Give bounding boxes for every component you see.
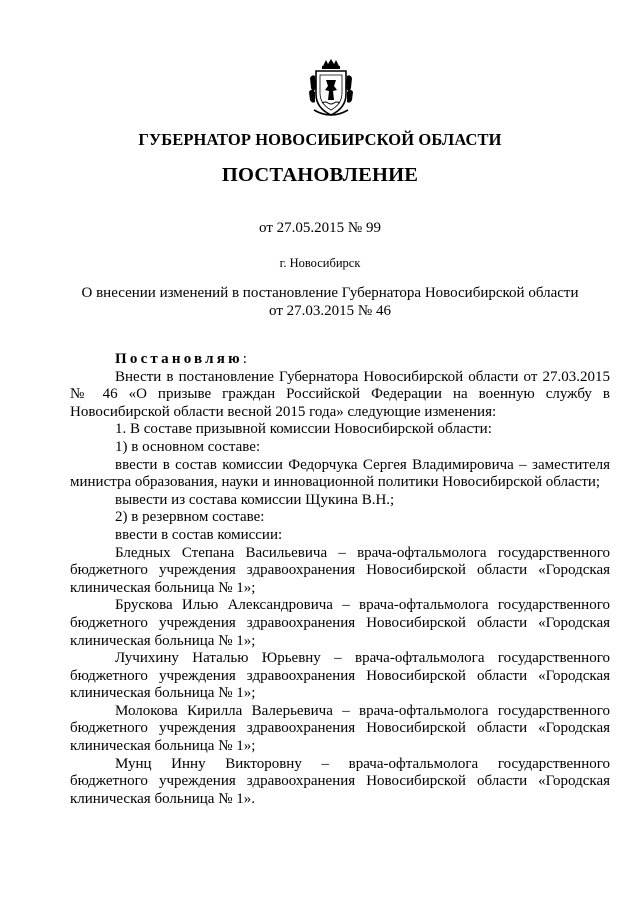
document-subject [70, 285, 590, 320]
coat-of-arms-icon [308, 58, 354, 118]
document-type-title: ПОСТАНОВЛЕНИЕ [221, 164, 419, 186]
body-paragraph: 2) в резервном составе: [115, 509, 265, 526]
body-paragraph: Бледных Степана Васильевича – врача-офтальмолога государственного бюджетного учреждения здравоохранения Новосибирской области «Городская клиническая больница № 1»; [70, 544, 610, 596]
body-paragraph: Брускова Илью Александровича – врача-офтальмолога государственного бюджетного учреждения здравоохранения Новосибирской области «Городская клиническая больница № 1»; [70, 597, 610, 649]
subject-line-1: О внесении изменений в постановление Губернатора Новосибирской области [81, 285, 579, 301]
body-paragraph: ввести в состав комиссии: [115, 526, 283, 543]
org-title: ГУБЕРНАТОР НОВОСИБИРСКОЙ ОБЛАСТИ [138, 130, 502, 149]
body-paragraph: Внести в постановление Губернатора Новосибирской области от 27.03.2015 № 46 «О призыве граждан Российской Федерации на военную службу в Новосибирской области весной 2015 года» следующие изменения: [70, 368, 610, 420]
decree-word: Постановляю [115, 351, 243, 367]
document-body [70, 351, 610, 808]
subject-line-2: от 27.03.2015 № 46 [269, 302, 391, 319]
document-date-number: от 27.05.2015 № 99 [259, 220, 381, 236]
body-paragraph: Мунц Инну Викторовну – врача-офтальмолога государственного бюджетного учреждения здравоохранения Новосибирской области «Городская клиническая больница № 1». [70, 755, 610, 807]
body-paragraph: Молокова Кирилла Валерьевича – врача-офтальмолога государственного бюджетного учреждения здравоохранения Новосибирской области «Городская клиническая больница № 1»; [70, 702, 610, 755]
body-paragraph: 1) в основном составе: [115, 438, 261, 455]
decree-paragraph [70, 351, 610, 369]
document-city: г. Новосибирск [279, 256, 361, 270]
body-paragraph: вывести из состава комиссии Щукина В.Н.; [115, 491, 395, 508]
body-paragraph: Лучихину Наталью Юрьевну – врача-офтальмолога государственного бюджетного учреждения здравоохранения Новосибирской области «Городская клиническая больница № 1»; [70, 650, 610, 702]
body-paragraph: ввести в состав комиссии Федорчука Сергея Владимировича – заместителя министра образования, науки и инновационной политики Новосибирской области; [70, 456, 610, 491]
decree-colon: : [242, 351, 247, 367]
body-paragraph: 1. В составе призывной комиссии Новосибирской области: [115, 421, 492, 438]
